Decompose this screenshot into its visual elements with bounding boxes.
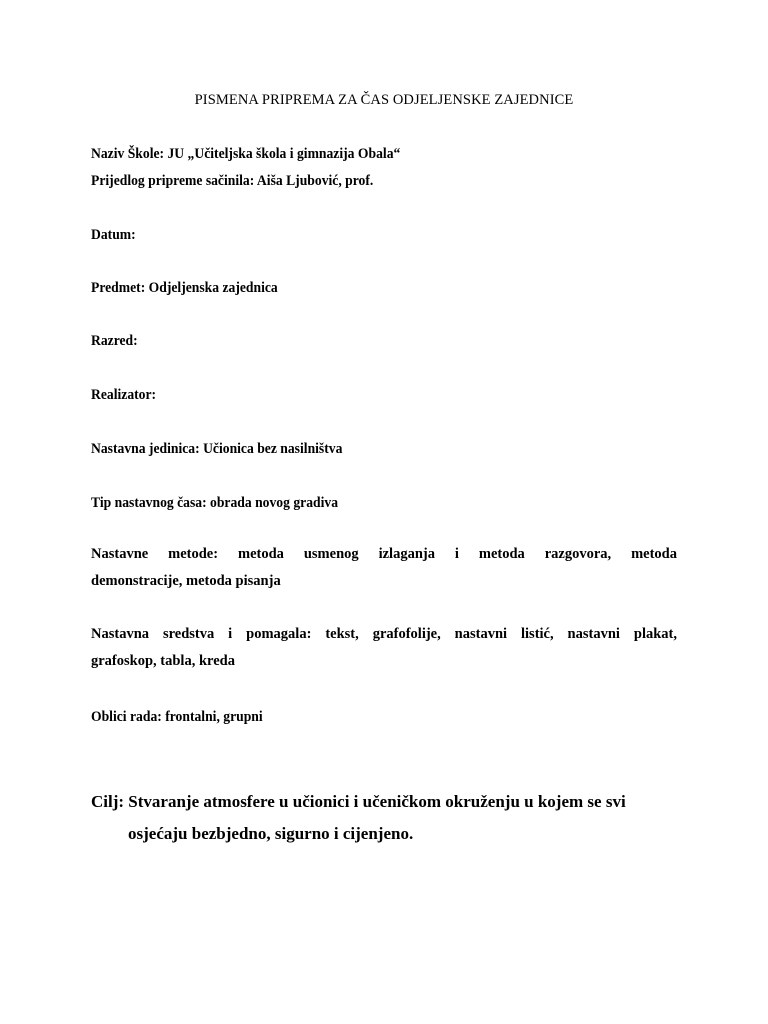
lesson-goal-line-2: osjećaju bezbjedno, sigurno i cijenjeno.: [128, 824, 414, 843]
date-label: Datum:: [91, 227, 136, 243]
document-title: PISMENA PRIPREMA ZA ČAS ODJELJENSKE ZAJEDNICE: [194, 92, 574, 108]
teaching-tools-line-2: grafoskop, tabla, kreda: [91, 653, 235, 669]
teaching-methods-line-1: Nastavne metode: metoda usmenog izlaganja i metoda razgovora, metoda: [91, 546, 677, 562]
teaching-tools: [91, 621, 677, 675]
realizer-label: Realizator:: [91, 387, 157, 403]
teaching-methods: [91, 541, 677, 595]
prepared-by: Prijedlog pripreme sačinila: Aiša Ljubović, prof.: [91, 173, 374, 189]
lesson-type: Tip nastavnog časa: obrada novog gradiva: [91, 495, 339, 511]
school-name: Naziv Škole: JU „Učiteljska škola i gimnazija Obala“: [91, 146, 401, 162]
teaching-tools-line-1: Nastavna sredstva i pomagala: tekst, grafofolije, nastavni listić, nastavni plakat,: [91, 626, 677, 642]
lesson-goal-line-1: Cilj: Stvaranje atmosfere u učionici i učeničkom okruženju u kojem se svi: [91, 792, 626, 811]
teaching-unit: Nastavna jedinica: Učionica bez nasilništva: [91, 441, 343, 457]
work-forms: Oblici rada: frontalni, grupni: [91, 709, 263, 725]
teaching-methods-line-2: demonstracije, metoda pisanja: [91, 573, 281, 589]
grade-label: Razred:: [91, 333, 138, 349]
subject-line: Predmet: Odjeljenska zajednica: [91, 280, 278, 296]
lesson-goal: [91, 786, 626, 850]
